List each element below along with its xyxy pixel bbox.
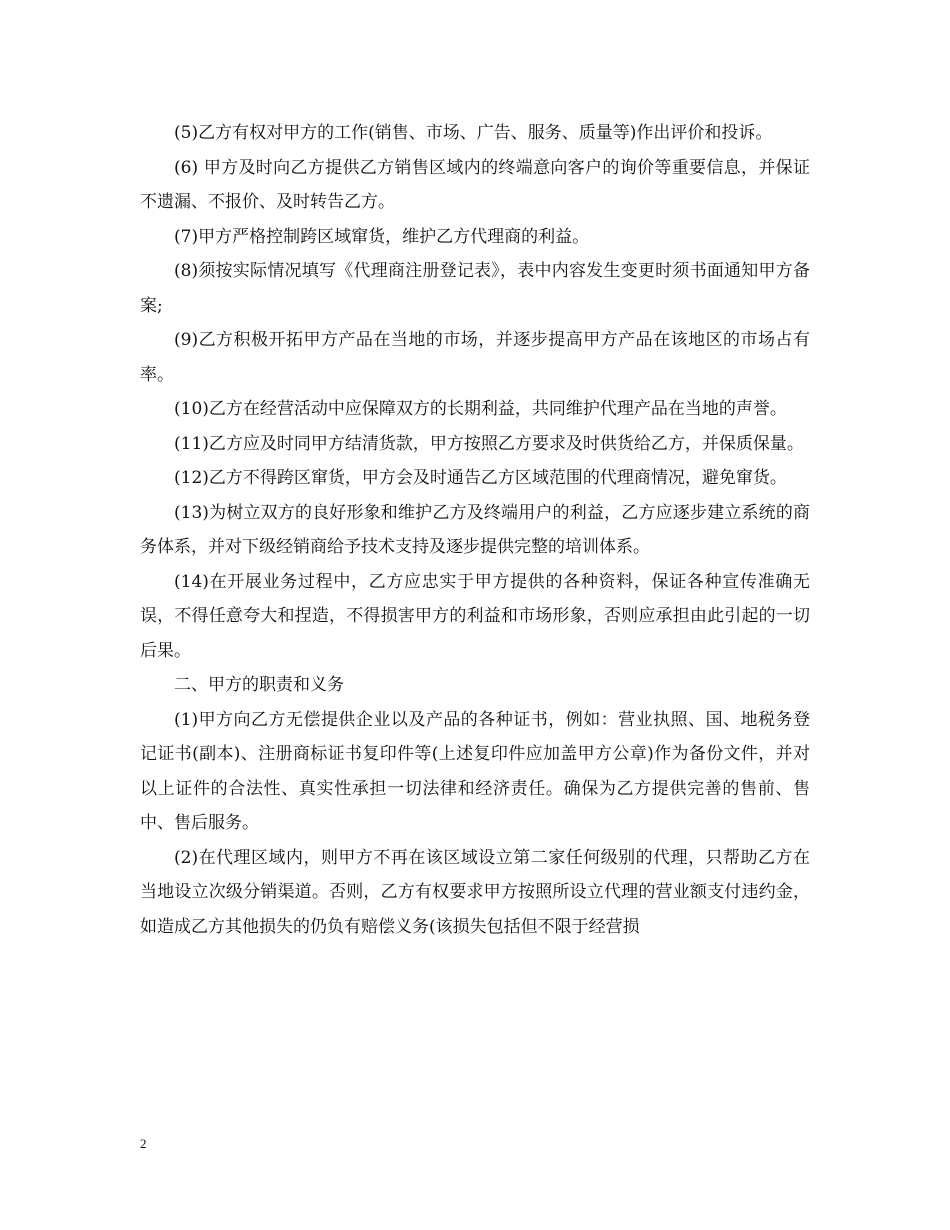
party-a-duty-1: (1)甲方向乙方无偿提供企业以及产品的各种证书，例如：营业执照、国、地税务登记证书(副本)、注册商标证书复印件等(上述复印件应加盖甲方公章)作为备份文件，并对以上证件的合法性、真实性承担一切法律和经济责任。确保为乙方提供完善的售前、售中、售后服务。 [140, 709, 810, 833]
paragraph-item-7: (7)甲方严格控制跨区域窜货，维护乙方代理商的利益。 [174, 226, 590, 247]
paragraph-item-6: (6) 甲方及时向乙方提供乙方销售区域内的终端意向客户的询价等重要信息，并保证不遗漏、不报价、及时转告乙方。 [140, 157, 810, 212]
paragraph-item-11: (11)乙方应及时同甲方结清货款，甲方按照乙方要求及时供货给乙方，并保质保量。 [174, 433, 804, 454]
document-body [140, 116, 810, 944]
paragraph-item-13: (13)为树立双方的良好形象和维护乙方及终端用户的利益，乙方应逐步建立系统的商务体系，并对下级经销商给予技术支持及逐步提供完整的培训体系。 [140, 502, 810, 557]
page-number: 2 [140, 1136, 147, 1151]
paragraph-item-10: (10)乙方在经营活动中应保障双方的长期利益，共同维护代理产品在当地的声誉。 [174, 399, 787, 419]
paragraph-item-12: (12)乙方不得跨区窜货，甲方会及时通告乙方区域范围的代理商情况，避免窜货。 [174, 468, 787, 488]
section-heading: 二、甲方的职责和义务 [174, 675, 344, 695]
paragraph-item-14: (14)在开展业务过程中，乙方应忠实于甲方提供的各种资料，保证各种宣传准确无误，不得任意夸大和捏造，不得损害甲方的利益和市场形象，否则应承担由此引起的一切后果。 [140, 571, 810, 661]
party-a-duty-2: (2)在代理区域内，则甲方不再在该区域设立第二家任何级别的代理，只帮助乙方在当地设立次级分销渠道。否则，乙方有权要求甲方按照所设立代理的营业额支付违约金，如造成乙方其他损失的仍负有赔偿义务(该损失包括但不限于经营损 [140, 847, 810, 937]
paragraph-item-9: (9)乙方积极开拓甲方产品在当地的市场，并逐步提高甲方产品在该地区的市场占有率。 [140, 330, 810, 385]
paragraph-item-5: (5)乙方有权对甲方的工作(销售、市场、广告、服务、质量等)作出评价和投诉。 [174, 123, 773, 143]
paragraph-item-8: (8)须按实际情况填写《代理商注册登记表》，表中内容发生变更时须书面通知甲方备案; [140, 261, 810, 316]
